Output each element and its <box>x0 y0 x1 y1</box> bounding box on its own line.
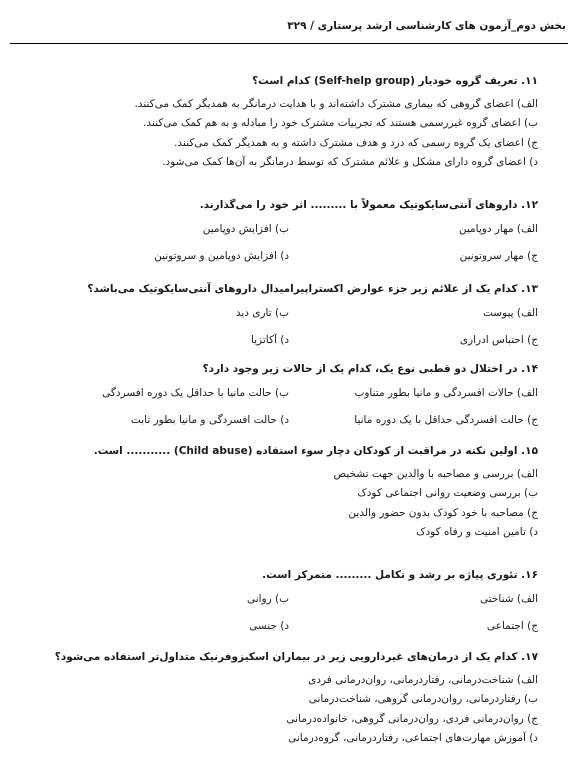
option-b: ب) اعضای گروه غیررسمی هستند که تجربیات مشترک خود را مبادله و به هم کمک می‌کنند. <box>143 117 538 129</box>
option-b: ب) رفتاردرمانی، روان‌درمانی گروهی، شناخت‌درمانی <box>308 693 538 705</box>
option-c: ج) احتباس ادراری <box>459 334 538 347</box>
option-d: د) جنسی <box>249 620 289 633</box>
header-divider <box>10 43 568 44</box>
option-a: الف) شناخت‌درمانی، رفتاردرمانی، روان‌درمانی فردی <box>308 673 538 686</box>
option-c: ج) اعضای یک گروه رسمی که درد و هدف مشترک داشته و به همدیگر کمک می‌کنند. <box>174 136 538 149</box>
question-title: ۱۶. تئوری پیاژه بر رشد و تکامل ......... متمرکز است. <box>262 569 538 581</box>
option-b: ب) حالت مانیا با حداقل یک دوره افسردگی <box>102 387 289 400</box>
option-d: د) آموزش مهارت‌های اجتماعی، رفتاردرمانی، گروه‌درمانی <box>288 732 538 744</box>
option-d: د) تامین امنیت و رفاه کودک <box>416 526 538 538</box>
option-a: الف) شناختی <box>480 593 538 606</box>
option-a: الف) پیوست <box>482 307 538 320</box>
option-a: الف) بررسی و مصاحبه با والدین جهت تشخیص <box>333 467 538 480</box>
option-c: ج) روان‌درمانی فردی، روان‌درمانی گروهی، خانواده‌درمانی <box>286 712 538 725</box>
option-d: د) افزایش دوپامین و سروتونین <box>154 250 289 263</box>
question-16 <box>40 566 538 639</box>
option-c: ج) مصاحبه با خود کودک بدون حضور والدین <box>348 506 538 519</box>
question-11 <box>40 72 538 173</box>
question-title: ۱۵. اولین نکته در مراقبت از کودکان دچار سوء استفاده (Child abuse) ........... است. <box>93 445 538 457</box>
question-14 <box>40 360 538 433</box>
option-a: الف) حالات افسردگی و مانیا بطور متناوب <box>354 387 538 400</box>
question-title: ۱۳. کدام یک از علائم زیر جزء عوارض اکستراپیرامیدال داروهای آنتی‌سایکوتیک می‌باشد؟ <box>87 283 538 295</box>
option-b: ب) تاری دید <box>235 307 289 320</box>
question-17 <box>40 648 538 749</box>
question-title: ۱۷. کدام یک از درمان‌های غیردارویی زیر در بیماران اسکیزوفرنیک متداول‌تر استفاده می‌شود؟ <box>54 651 538 663</box>
option-c: ج) حالت افسردگی حداقل با یک دوره مانیا <box>354 414 538 427</box>
option-d: د) آکاتزیا <box>250 334 289 347</box>
question-15 <box>40 442 538 543</box>
option-a: الف) اعضای گروهی که بیماری مشترک داشته‌اند و با هدایت درمانگر به همدیگر کمک می‌کنند. <box>134 97 538 110</box>
question-title: ۱۱. تعریف گروه خودیار (Self-help group) کدام است؟ <box>252 75 538 87</box>
option-b: ب) بررسی وضعیت روانی اجتماعی کودک <box>357 487 538 499</box>
option-d: د) حالت افسردگی و مانیا بطور ثابت <box>130 414 289 427</box>
option-d: د) اعضای گروه دارای مشکل و علائم مشترک که توسط درمانگر به آن‌ها کمک می‌شود. <box>162 156 538 168</box>
page-header: بخش دوم_آزمون های کارشناسی ارشد پرستاری / ۳۲۹ <box>287 20 566 32</box>
question-title: ۱۲. داروهای آنتی‌سایکوتیک معمولاً با ......... اثر خود را می‌گذارند. <box>199 199 538 211</box>
question-13 <box>40 280 538 353</box>
question-title: ۱۴. در اختلال دو قطبی نوع یک، کدام یک از حالات زیر وجود دارد؟ <box>202 363 538 375</box>
option-a: الف) مهار دوپامین <box>458 223 538 236</box>
option-b: ب) روانی <box>246 593 289 606</box>
option-c: ج) اجتماعی <box>486 620 538 633</box>
question-12 <box>40 196 538 269</box>
option-c: ج) مهار سروتونین <box>459 250 538 263</box>
option-b: ب) افزایش دوپامین <box>202 223 289 236</box>
